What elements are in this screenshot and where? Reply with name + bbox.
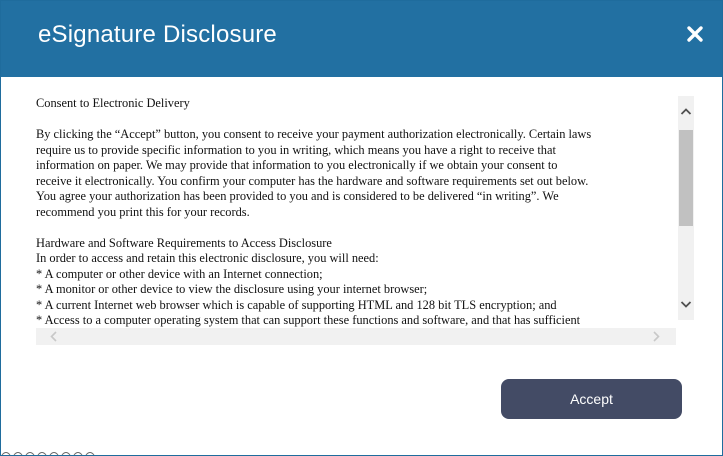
disclosure-line: require us to provide specific information to you in writing, which means you have a right to receive that: [36, 142, 556, 157]
disclosure-scroll-area[interactable]: [30, 94, 695, 347]
dialog-header: [1, 1, 722, 77]
disclosure-line: receive it electronically. You confirm your computer has the hardware and software requirements set out below.: [36, 173, 589, 188]
disclosure-line: You agree your authorization has been provided to you and is considered to be delivered “in writing”. We: [36, 189, 559, 203]
underlying-page-glimpse: [0, 448, 120, 456]
disclosure-line: By clicking the “Accept” button, you consent to receive your payment authorization electronically. Certain laws: [36, 127, 592, 141]
scroll-left-icon[interactable]: [46, 328, 62, 345]
scroll-up-icon[interactable]: [678, 104, 694, 120]
disclosure-line: recommend you print this for your records.: [36, 204, 250, 219]
requirements-line: In order to access and retain this electronic disclosure, you will need:: [36, 251, 379, 265]
vertical-scroll-thumb[interactable]: [679, 130, 693, 226]
dialog-title: eSignature Disclosure: [38, 21, 277, 48]
requirements-line: * Access to a computer operating system that can support these functions and software, and that has sufficient: [36, 313, 581, 327]
requirements-heading: Hardware and Software Requirements to Access Disclosure: [36, 235, 332, 250]
scroll-down-icon[interactable]: [678, 296, 694, 312]
requirements-line: * A current Internet web browser which is capable of supporting HTML and 128 bit TLS encryption; and: [36, 297, 557, 312]
accept-button[interactable]: Accept: [501, 379, 682, 419]
close-button[interactable]: [684, 23, 706, 45]
requirements-line: * A computer or other device with an Internet connection;: [36, 266, 323, 281]
disclosure-text: [36, 96, 676, 328]
disclosure-heading: Consent to Electronic Delivery: [36, 96, 190, 110]
disclosure-line: information on paper. We may provide that information to you electronically if we obtain your consent to: [36, 158, 558, 172]
scroll-right-icon[interactable]: [648, 328, 664, 345]
horizontal-scrollbar[interactable]: [36, 328, 676, 345]
close-icon: [684, 23, 706, 45]
vertical-scrollbar[interactable]: [678, 96, 694, 320]
requirements-line: * A monitor or other device to view the disclosure using your internet browser;: [36, 282, 428, 296]
